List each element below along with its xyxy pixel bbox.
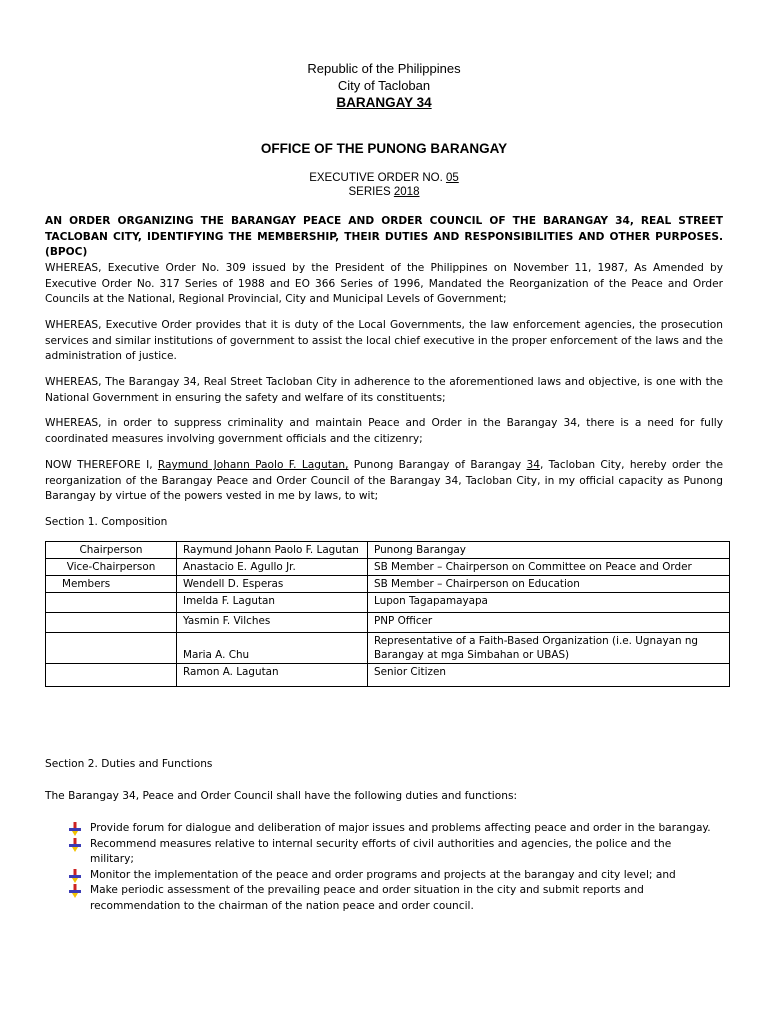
order-title: AN ORDER ORGANIZING THE BARANGAY PEACE AND ORDER COUNCIL OF THE BARANGAY 34, REAL STREET TACLOBAN CITY, IDENTIFYING THE MEMBERSHIP, THEIR DUTIES AND RESPONSIBILITIES AND OTHER PURPOSES. (BPOC) — [45, 215, 723, 258]
list-item — [68, 821, 718, 837]
series-year: 2018 — [393, 186, 420, 198]
table-row — [46, 542, 730, 559]
now-therefore-rest: , Tacloban City, hereby order the reorganization of the Barangay Peace and Order Council of the Barangay 34, Tacloban City, in my official capacity as Punong Barangay by virtue of the powers vested in me by laws, to wit; — [45, 459, 723, 502]
role-cell — [46, 633, 177, 664]
member-name-cell: Anastacio E. Agullo Jr. — [177, 559, 368, 576]
role-cell — [46, 593, 177, 613]
member-name-cell: Maria A. Chu — [177, 633, 368, 664]
duties-list — [68, 821, 718, 914]
now-therefore-prefix: NOW THEREFORE I, — [45, 459, 158, 471]
role-cell: Members — [46, 576, 177, 593]
duty-text: Monitor the implementation of the peace and order programs and projects at the barangay and city level; and — [90, 868, 676, 881]
section-2-intro: The Barangay 34, Peace and Order Council shall have the following duties and functions: — [45, 790, 518, 802]
composition-table — [45, 541, 730, 687]
arrow-pin-bullet-icon — [68, 838, 82, 852]
table-row — [46, 613, 730, 633]
whereas-paragraph-2: WHEREAS, Executive Order provides that it is duty of the Local Governments, the law enforcement agencies, the prosecution services and similar institutions of government to assist the local chief executive in the proper enforcement of the laws and the administration of justice. — [45, 319, 723, 362]
position-cell: Senior Citizen — [368, 664, 730, 687]
section-2-heading: Section 2. Duties and Functions — [45, 758, 213, 770]
eo-number: 05 — [445, 172, 459, 184]
list-item — [68, 868, 718, 884]
member-name-cell: Imelda F. Lagutan — [177, 593, 368, 613]
table-row — [46, 593, 730, 613]
list-item — [68, 883, 718, 914]
table-row — [46, 664, 730, 687]
role-cell — [46, 664, 177, 687]
city-line: City of Tacloban — [337, 78, 431, 93]
whereas-paragraph-1: WHEREAS, Executive Order No. 309 issued by the President of the Philippines on November 11, 1987, As Amended by Executive Order No. 317 Series of 1988 and EO 366 Series of 1996, Mandated the Reorganization of the Peace and Order Councils at the National, Regional Provincial, City and Municipal Levels of Government; — [45, 262, 723, 305]
table-row — [46, 633, 730, 664]
series-line — [0, 185, 768, 199]
office-title: OFFICE OF THE PUNONG BARANGAY — [260, 141, 508, 156]
eo-label: EXECUTIVE ORDER NO. — [309, 172, 446, 184]
now-therefore-paragraph — [45, 458, 723, 505]
duty-text: Provide forum for dialogue and deliberation of major issues and problems affecting peace and order in the barangay. — [90, 822, 711, 834]
arrow-pin-bullet-icon — [68, 869, 82, 883]
republic-line: Republic of the Philippines — [307, 61, 461, 76]
member-name-cell: Wendell D. Esperas — [177, 576, 368, 593]
duty-text: Make periodic assessment of the prevailing peace and order situation in the city and submit reports and recommendation to the chairman of the nation peace and order council. — [90, 884, 644, 912]
barangay-number: 34 — [526, 459, 540, 471]
position-cell: SB Member – Chairperson on Committee on Peace and Order — [368, 559, 730, 576]
whereas-paragraph-3: WHEREAS, The Barangay 34, Real Street Tacloban City in adherence to the aforementioned laws and objective, is one with the National Government in ensuring the safety and welfare of its constituents; — [45, 376, 723, 404]
duty-text: Recommend measures relative to internal security efforts of civil authorities and agencies, the police and the military; — [90, 837, 672, 865]
barangay-name: BARANGAY 34 — [336, 95, 432, 110]
position-cell: Lupon Tagapamayapa — [368, 593, 730, 613]
position-cell: SB Member – Chairperson on Education — [368, 576, 730, 593]
barangay-line — [0, 95, 768, 111]
role-cell: Chairperson — [46, 542, 177, 559]
table-row — [46, 576, 730, 593]
position-cell: Punong Barangay — [368, 542, 730, 559]
signatory-name: Raymund Johann Paolo F. Lagutan, — [157, 459, 349, 471]
member-name-cell: Yasmin F. Vilches — [177, 613, 368, 633]
position-cell: Representative of a Faith-Based Organization (i.e. Ugnayan ng Barangay at mga Simbahan or UBAS) — [368, 633, 730, 664]
arrow-pin-bullet-icon — [68, 822, 82, 836]
role-cell: Vice-Chairperson — [46, 559, 177, 576]
now-therefore-mid: Punong Barangay of Barangay — [348, 459, 527, 471]
table-row — [46, 559, 730, 576]
whereas-paragraph-4: WHEREAS, in order to suppress criminality and maintain Peace and Order in the Barangay 34, there is a need for fully coordinated measures involving government officials and the citizenry; — [45, 417, 723, 445]
eo-line — [0, 171, 768, 185]
member-name-cell: Ramon A. Lagutan — [177, 664, 368, 687]
list-item — [68, 837, 718, 868]
section-1-heading: Section 1. Composition — [45, 516, 168, 528]
series-label: SERIES — [348, 186, 394, 198]
member-name-cell: Raymund Johann Paolo F. Lagutan — [177, 542, 368, 559]
position-cell: PNP Officer — [368, 613, 730, 633]
arrow-pin-bullet-icon — [68, 884, 82, 898]
role-cell — [46, 613, 177, 633]
